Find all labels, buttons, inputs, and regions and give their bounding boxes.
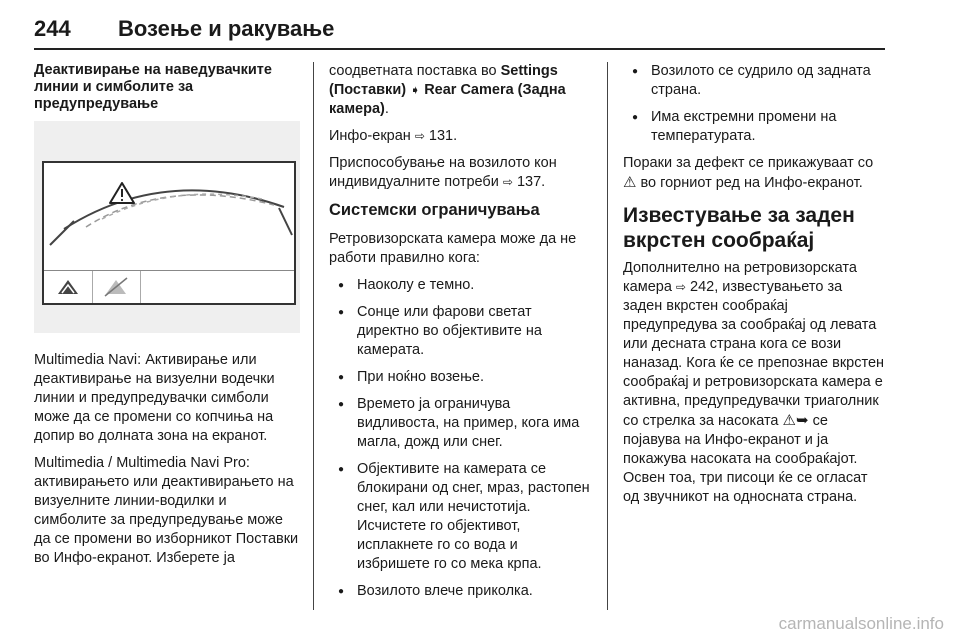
paragraph-multimedia-navi: Multimedia Navi: Активирање или деактивирање на визуелни водечки линии и предупредувачки симболи може да се промени со копчиња на допир во долната зона на екранот. [34, 352, 275, 444]
section-heading-rear-cross-traffic: Известување за заден вкрстен сообраќај [623, 204, 855, 252]
page-header [34, 16, 884, 50]
paragraph-info-display-ref [329, 127, 591, 146]
column-1 [34, 62, 300, 576]
warning-triangle-icon [110, 183, 134, 203]
arrow-right-outline-icon: ⇨ [675, 280, 686, 294]
arrow-right-outline-icon: ⇨ [502, 175, 513, 189]
paragraph-multimedia-navi-pro: Multimedia / Multimedia Navi Pro: активирањето или деактивирањето на визуелните линии-водилки и симболите за предупредување може да се промени во изборникот Поставки во Инфо-екранот. Изберете ја [34, 455, 299, 566]
page-reference: 137. [516, 174, 546, 190]
watermark: carmanualsonline.info [778, 614, 944, 633]
warning-triangle-icon: ⚠ [623, 174, 637, 191]
text-run: соодветната поставка во [329, 63, 501, 79]
warning-triangle-arrow-icon: ⚠➥ [782, 412, 809, 429]
page-number: 244 [34, 16, 71, 41]
guideline-drawing [44, 163, 294, 271]
text-run: . [384, 101, 389, 117]
paragraph-settings-path [329, 62, 591, 119]
column-2 [329, 62, 591, 609]
text-run: Приспособување на возилото кон индивидуалните потреби [329, 155, 557, 190]
paragraph-rear-cross-traffic [623, 259, 885, 507]
text-run: во горниот ред на Инфо-екранот. [640, 175, 863, 191]
list-item: ● Наоколу е темно. [329, 276, 591, 295]
section-heading-guidelines: Деактивирање на наведувачките линии и симболите за предупредување [34, 62, 272, 112]
list-item: ● Времето ја ограничува видливоста, на пример, кога има магла, дожд или снег. [329, 395, 591, 452]
warning-symbols-icon [92, 271, 140, 303]
text-run: Инфо-екран [329, 128, 415, 144]
list-item: ● Објективите на камерата се блокирани од снег, мраз, растопен снег, кал или нечистотија. Исчистете го објективот, исплакнете го со вода и избришете го со мека крпа. [329, 460, 591, 574]
text-run: се појавува на Инфо-екранот и ја покажува насоката на сообраќајот. Освен тоа, три писоци ќе се огласат од звучникот на односната страна. [623, 413, 868, 505]
paragraph-personalisation-ref [329, 154, 591, 192]
list-item: ● Има екстремни промени на температурата. [623, 108, 885, 146]
column-3 [623, 62, 885, 515]
guidelines-toggle-button[interactable] [44, 271, 93, 303]
arrow-right-outline-icon: ⇨ [414, 129, 425, 143]
list-item: ● При ноќно возење. [329, 368, 591, 387]
rear-camera-menu-label: Rear Camera (Задна камера) [329, 82, 566, 117]
list-item: ● Сонце или фарови светат директно во објективите на камерата. [329, 303, 591, 360]
camera-screen-illustration [42, 161, 296, 305]
page-reference: 131. [428, 128, 458, 144]
arrow-right-bold-icon: ➧ [410, 83, 421, 97]
limitations-list-continued [623, 62, 885, 146]
column-divider-2 [607, 62, 608, 610]
guidelines-icon [44, 271, 92, 303]
paragraph-fault-messages [623, 154, 885, 193]
column-divider-1 [313, 62, 314, 610]
text-run: 242, известувањето за заден вкрстен сообраќај предупредува за сообраќај од левата или десната страна кога се вози наназад. Кога ќе се препознае вкрстен сообраќај и ретровизорската камера е активна, предупредувачки триаголник со стрелка за насоката [623, 279, 885, 429]
text-run: Пораки за дефект се прикажуваат со [623, 155, 874, 171]
paragraph-limitations-intro: Ретровизорската камера може да не работи правилно кога: [329, 231, 577, 266]
settings-menu-label: Settings (Поставки) [329, 63, 558, 98]
list-item: ● Возилото влече приколка. [329, 582, 591, 601]
touch-button-bar [44, 270, 294, 303]
list-item: ● Возилото се судрило од задната страна. [623, 62, 885, 100]
text-run: Дополнително на ретровизорската камера [623, 260, 857, 295]
header-divider [34, 48, 885, 50]
limitations-list [329, 276, 591, 601]
camera-display-figure [34, 121, 300, 333]
page-title: Возење и ракување [118, 16, 335, 41]
warning-symbols-toggle-button[interactable] [92, 271, 141, 303]
section-heading-system-limitations: Системски ограничувања [329, 201, 540, 219]
